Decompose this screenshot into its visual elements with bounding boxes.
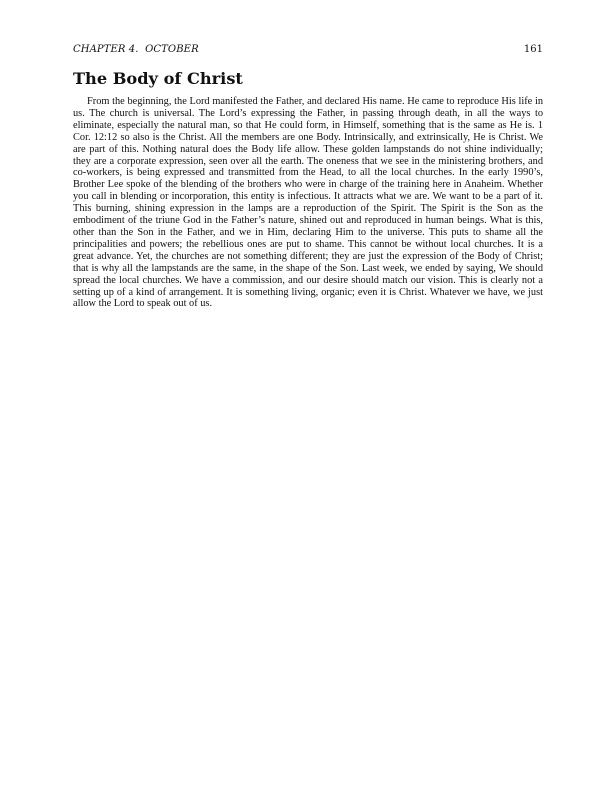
section-title: The Body of Christ bbox=[73, 69, 243, 88]
body-paragraph: From the beginning, the Lord manifested the Father, and declared His name. He came to reproduce His life in us. The church is universal. The Lord’s expressing the Father, in passing through death, in all the ways to eliminate, especially the natural man, so that He could form, in Himself, something that is the same as He is. 1 Cor. 12:12 so also is the Christ. All the members are one Body. Intrinsically, and extrinsically, He is Christ. We are part of this. Nothing natural does the Body life allow. These golden lampstands do not shine individually; they are a corporate expression, seen over all the earth. The oneness that we see in the ministering brothers, and co-workers, is being expressed and transmitted from the Head, to all the local churches. In the early 1990’s, Brother Lee spoke of the blending of the brothers who were in charge of the training here in Anaheim. Whether you call in blending or incorporation, this entity is infectious. It attracts what we are. We want to be a part of it. This burning, shining expression in the lamps are a reproduction of the Spirit. The Spirit is the Son as the embodiment of the triune God in the Father’s nature, shined out and reproduced in human beings. What is this, other than the Son in the Father, and we in Him, declaring Him to the universe. This puts to shame all the principalities and powers; the rebellious ones are put to shame. This cannot be without local churches. It is a great advance. Yet, the churches are not something different; they are just the expression of the Body of Christ; that is why all the lampstands are the same, in the shape of the Son. Last week, we ended by saying, We should spread the local churches. We have a commission, and our desire should match our vision. This is clearly not a setting up of a kind of arrangement. It is something living, organic; even it is Christ. Whatever we have, we just allow the Lord to speak out of us. bbox=[73, 96, 543, 310]
running-header bbox=[73, 43, 543, 57]
chapter-heading: CHAPTER 4. OCTOBER bbox=[73, 44, 199, 55]
page-number: 161 bbox=[523, 44, 543, 55]
